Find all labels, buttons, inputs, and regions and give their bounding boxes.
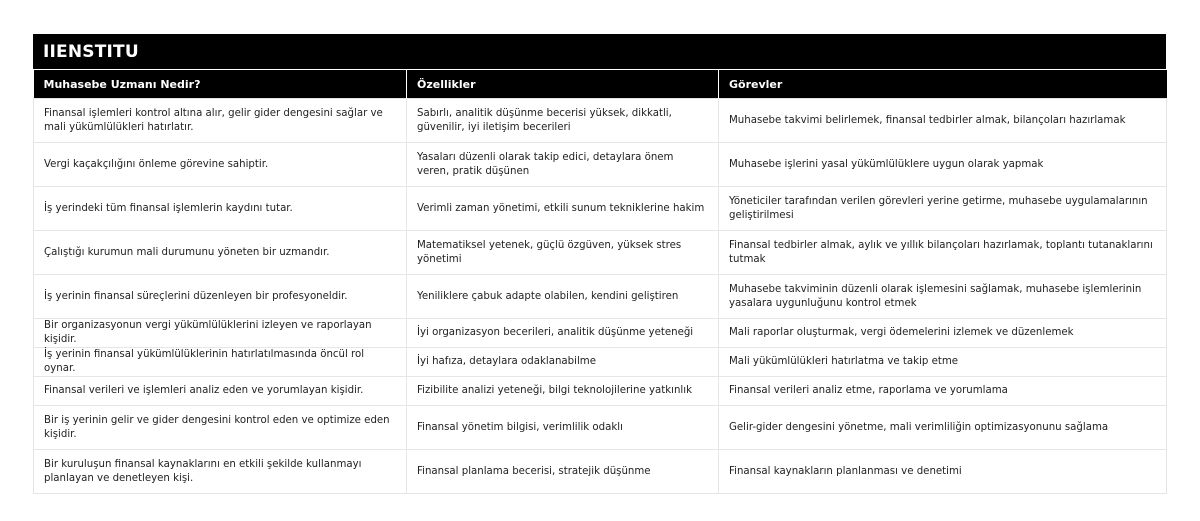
table-row: [34, 450, 1167, 494]
cell-definition: İş yerindeki tüm finansal işlemlerin kaydını tutar.: [34, 187, 407, 231]
cell-definition: Finansal verileri ve işlemleri analiz eden ve yorumlayan kişidir.: [34, 377, 407, 406]
cell-duties: Mali yükümlülükleri hatırlatma ve takip etme: [719, 348, 1167, 377]
table-row: [34, 231, 1167, 275]
header-row: [34, 70, 1167, 99]
cell-features: İyi hafıza, detaylara odaklanabilme: [407, 348, 719, 377]
brand-bar: [33, 34, 1166, 69]
cell-definition: Finansal işlemleri kontrol altına alır, gelir gider dengesini sağlar ve mali yükümlülükleri hatırlatır.: [34, 99, 407, 143]
cell-duties: Finansal verileri analiz etme, raporlama ve yorumlama: [719, 377, 1167, 406]
cell-duties: Finansal tedbirler almak, aylık ve yıllık bilançoları hazırlamak, toplantı tutanaklarını tutmak: [719, 231, 1167, 275]
table-body: [34, 99, 1167, 494]
cell-definition: İş yerinin finansal süreçlerini düzenleyen bir profesyoneldir.: [34, 275, 407, 319]
cell-features: Finansal yönetim bilgisi, verimlilik odaklı: [407, 406, 719, 450]
cell-duties: Muhasebe işlerini yasal yükümlülüklere uygun olarak yapmak: [719, 143, 1167, 187]
cell-features: Fizibilite analizi yeteneği, bilgi teknolojilerine yatkınlık: [407, 377, 719, 406]
cell-features: Yasaları düzenli olarak takip edici, detaylara önem veren, pratik düşünen: [407, 143, 719, 187]
content-wrapper: [33, 34, 1166, 494]
table-row: [34, 275, 1167, 319]
table-row: [34, 348, 1167, 377]
brand-logo-text: IIENSTITU: [43, 41, 139, 62]
accountant-table: [33, 69, 1167, 494]
cell-duties: Finansal kaynakların planlanması ve denetimi: [719, 450, 1167, 494]
cell-duties: Yöneticiler tarafından verilen görevleri yerine getirme, muhasebe uygulamalarının geliştirilmesi: [719, 187, 1167, 231]
cell-definition: Çalıştığı kurumun mali durumunu yöneten bir uzmandır.: [34, 231, 407, 275]
cell-definition: İş yerinin finansal yükümlülüklerinin hatırlatılmasında öncül rol oynar.: [34, 348, 407, 377]
cell-definition: Bir iş yerinin gelir ve gider dengesini kontrol eden ve optimize eden kişidir.: [34, 406, 407, 450]
table-row: [34, 143, 1167, 187]
table-row: [34, 377, 1167, 406]
cell-features: İyi organizasyon becerileri, analitik düşünme yeteneği: [407, 319, 719, 348]
cell-definition: Bir kuruluşun finansal kaynaklarını en etkili şekilde kullanmayı planlayan ve denetleyen kişi.: [34, 450, 407, 494]
cell-duties: Gelir-gider dengesini yönetme, mali verimliliğin optimizasyonunu sağlama: [719, 406, 1167, 450]
table-row: [34, 319, 1167, 348]
cell-features: Finansal planlama becerisi, stratejik düşünme: [407, 450, 719, 494]
header-definition: Muhasebe Uzmanı Nedir?: [34, 70, 407, 99]
cell-duties: Mali raporlar oluşturmak, vergi ödemelerini izlemek ve düzenlemek: [719, 319, 1167, 348]
cell-duties: Muhasebe takvimi belirlemek, finansal tedbirler almak, bilançoları hazırlamak: [719, 99, 1167, 143]
table-row: [34, 187, 1167, 231]
table-row: [34, 99, 1167, 143]
cell-features: Sabırlı, analitik düşünme becerisi yüksek, dikkatli, güvenilir, iyi iletişim becerileri: [407, 99, 719, 143]
cell-features: Verimli zaman yönetimi, etkili sunum tekniklerine hakim: [407, 187, 719, 231]
table-header: [34, 70, 1167, 99]
cell-features: Yeniliklere çabuk adapte olabilen, kendini geliştiren: [407, 275, 719, 319]
cell-definition: Vergi kaçakçılığını önleme görevine sahiptir.: [34, 143, 407, 187]
table-row: [34, 406, 1167, 450]
cell-definition: Bir organizasyonun vergi yükümlülüklerini izleyen ve raporlayan kişidir.: [34, 319, 407, 348]
cell-features: Matematiksel yetenek, güçlü özgüven, yüksek stres yönetimi: [407, 231, 719, 275]
cell-duties: Muhasebe takviminin düzenli olarak işlemesini sağlamak, muhasebe işlemlerinin yasalara uygunluğunu kontrol etmek: [719, 275, 1167, 319]
header-duties: Görevler: [719, 70, 1167, 99]
header-features: Özellikler: [407, 70, 719, 99]
